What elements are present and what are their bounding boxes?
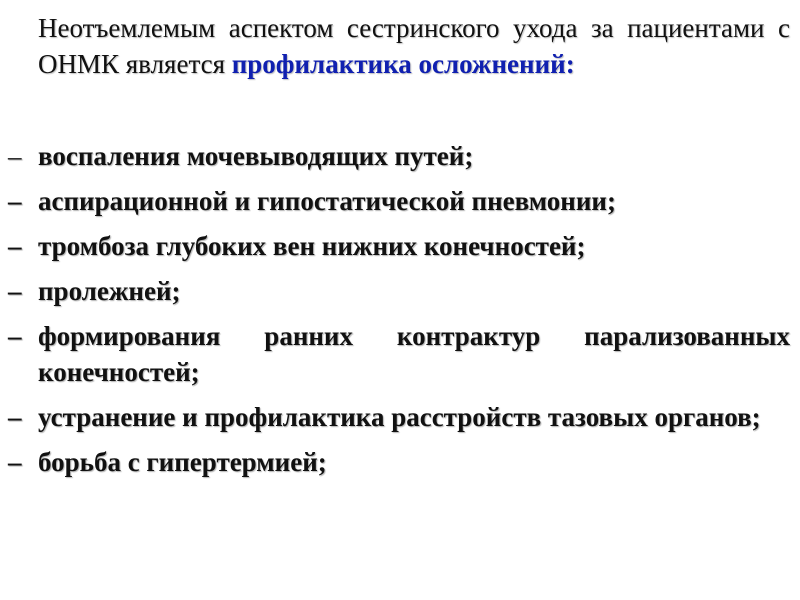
dash-bullet: – — [8, 276, 22, 306]
list-item-text: устранение и профилактика расстройств тазовых органов; — [38, 402, 761, 432]
dash-bullet: – — [8, 141, 22, 171]
list-item-text: аспирационной и гипостатической пневмонии; — [38, 186, 616, 216]
list-item — [0, 399, 790, 435]
complications-list — [0, 138, 800, 489]
list-item — [0, 444, 790, 480]
intro-text: Неотъемлемым аспектом сестринского ухода за пациентами с ОНМК является — [38, 13, 790, 79]
list-item-text: тромбоза глубоких вен нижних конечностей; — [38, 231, 586, 261]
list-item — [0, 183, 790, 219]
list-item — [0, 273, 790, 309]
intro-paragraph — [38, 10, 790, 82]
list-item-text: пролежней; — [38, 276, 181, 306]
list-item — [0, 138, 790, 174]
intro-highlight: профилактика осложнений: — [231, 49, 575, 79]
dash-bullet: – — [8, 402, 22, 432]
list-item — [0, 228, 790, 264]
list-item-text: формирования ранних контрактур парализованных конечностей; — [38, 321, 790, 387]
dash-bullet: – — [8, 321, 22, 351]
dash-bullet: – — [8, 231, 22, 261]
dash-bullet: – — [8, 447, 22, 477]
list-item-text: борьба с гипертермией; — [38, 447, 327, 477]
list-item — [0, 318, 790, 390]
list-item-text: воспаления мочевыводящих путей; — [38, 141, 474, 171]
dash-bullet: – — [8, 186, 22, 216]
